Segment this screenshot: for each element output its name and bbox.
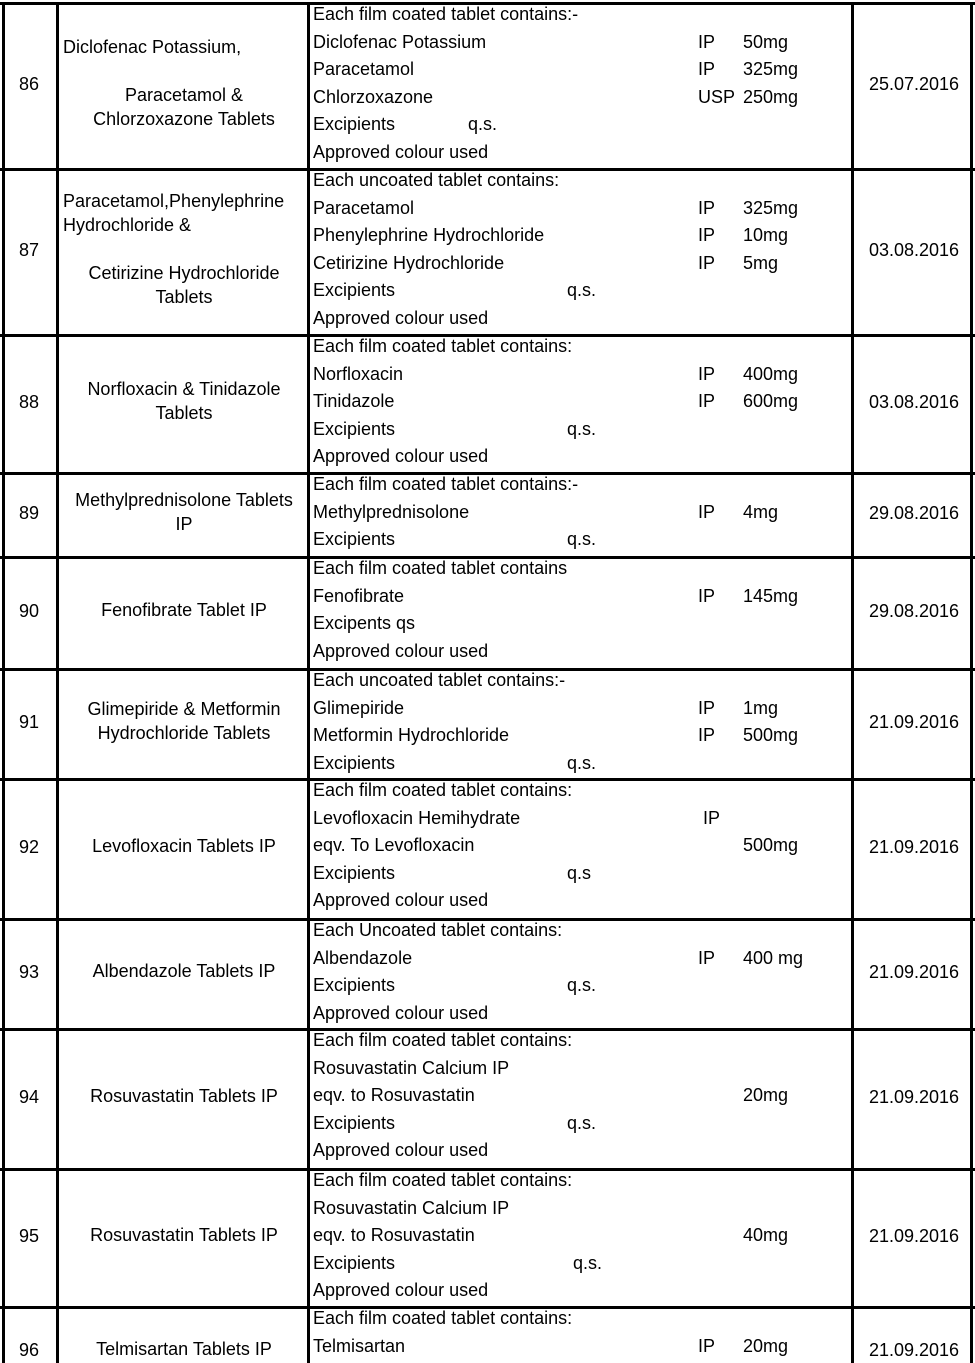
standard-label: IP xyxy=(698,197,716,218)
ingredient-name: Diclofenac Potassium xyxy=(313,31,487,52)
standard-label: IP xyxy=(698,225,716,245)
ingredient-name: Excipients xyxy=(313,1252,396,1273)
serial-number: 92 xyxy=(18,837,40,857)
approval-date: 21.09.2016 xyxy=(868,837,960,857)
ingredient-amount: 1mg xyxy=(743,697,779,718)
standard-label: IP xyxy=(698,585,716,606)
product-name xyxy=(60,35,308,131)
product-name-line: Norfloxacin & Tinidazole xyxy=(87,379,281,399)
ingredient-amount: 250mg xyxy=(743,86,799,107)
approval-date: 03.08.2016 xyxy=(868,240,960,260)
ingredient-name: Phenylephrine Hydrochloride xyxy=(313,225,545,245)
serial-number: 90 xyxy=(18,601,40,621)
ingredient-name: Norfloxacin xyxy=(313,363,404,384)
serial-number: 89 xyxy=(18,503,40,523)
serial-number: 94 xyxy=(18,1087,40,1107)
serial-number: 87 xyxy=(18,240,40,260)
ingredient-amount: 325mg xyxy=(743,59,799,79)
standard-label: IP xyxy=(698,31,716,52)
ingredient-name: Excipients xyxy=(313,418,396,439)
composition xyxy=(313,556,853,668)
approval-date: 21.09.2016 xyxy=(868,712,960,732)
ingredient-amount: 20mg xyxy=(743,1335,789,1356)
product-name-line: Rosuvastatin Tablets IP xyxy=(90,1225,278,1245)
product-name-line: IP xyxy=(175,514,193,534)
product-name xyxy=(60,189,308,309)
ingredient-name: Each uncoated tablet contains: xyxy=(313,170,560,190)
ingredient-name: Cetirizine Hydrochloride xyxy=(313,252,505,273)
product-name-line: Hydrochloride & xyxy=(63,215,192,235)
product-name-line: Tablets xyxy=(155,403,213,423)
product-name-line: Chlorzoxazone Tablets xyxy=(93,109,275,129)
ingredient-name: Levofloxacin Hemihydrate xyxy=(313,807,521,828)
ingredient-name: Methylprednisolone xyxy=(313,501,470,522)
product-name xyxy=(60,834,308,858)
ingredient-name: Metformin Hydrochloride xyxy=(313,725,510,745)
product-name-line xyxy=(60,237,308,261)
standard-label: IP xyxy=(698,363,716,384)
quantity-sufficient: q.s. xyxy=(567,975,597,995)
approval-date: 21.09.2016 xyxy=(868,962,960,982)
product-name-line: Fenofibrate Tablet IP xyxy=(101,600,267,620)
ingredient-amount: 500mg xyxy=(743,835,799,855)
ingredient-amount: 5mg xyxy=(743,252,779,273)
product-name xyxy=(60,488,308,536)
ingredient-name: Approved colour used xyxy=(313,1280,489,1300)
approval-date: 21.09.2016 xyxy=(868,1340,960,1360)
composition xyxy=(313,1306,853,1363)
ingredient-name: Excipients xyxy=(313,1112,396,1133)
product-name-line: Rosuvastatin Tablets IP xyxy=(90,1086,278,1106)
standard-label: IP xyxy=(703,807,721,828)
table-row xyxy=(0,1168,975,1306)
composition xyxy=(313,472,853,556)
standard-label: IP xyxy=(698,697,716,718)
product-name-line: Tablets xyxy=(155,287,213,307)
ingredient-name: Excipients xyxy=(313,114,396,134)
ingredient-amount: 50mg xyxy=(743,31,789,52)
product-name-line xyxy=(60,59,308,83)
composition xyxy=(313,2,853,168)
quantity-sufficient: q.s. xyxy=(567,529,597,549)
quantity-sufficient: q.s. xyxy=(573,1252,603,1273)
product-name xyxy=(60,1084,308,1108)
product-name xyxy=(60,697,308,745)
ingredient-name: Approved colour used xyxy=(313,141,489,162)
ingredient-amount: 325mg xyxy=(743,197,799,218)
ingredient-amount: 400 mg xyxy=(743,947,804,968)
serial-number: 86 xyxy=(18,74,40,94)
product-name-line: Cetirizine Hydrochloride xyxy=(88,263,280,283)
ingredient-name: Each film coated tablet contains:- xyxy=(313,4,579,24)
ingredient-name: Each film coated tablet contains: xyxy=(313,1308,573,1328)
ingredient-name: eqv. to Rosuvastatin xyxy=(313,1085,475,1105)
ingredient-amount: 10mg xyxy=(743,225,789,245)
ingredient-amount: 40mg xyxy=(743,1225,789,1245)
standard-label: IP xyxy=(698,947,716,968)
composition xyxy=(313,1168,853,1306)
ingredient-name: Chlorzoxazone xyxy=(313,86,434,107)
approval-date: 03.08.2016 xyxy=(868,392,960,412)
table-row xyxy=(0,1306,975,1363)
ingredient-name: Approved colour used xyxy=(313,1002,489,1023)
standard-label: IP xyxy=(698,59,716,79)
ingredient-name: Each film coated tablet contains:- xyxy=(313,474,579,494)
table-row xyxy=(0,472,975,556)
serial-number: 96 xyxy=(18,1340,40,1360)
product-name xyxy=(60,959,308,983)
composition xyxy=(313,918,853,1028)
standard-label: IP xyxy=(698,1335,716,1356)
composition xyxy=(313,668,853,778)
ingredient-amount: 145mg xyxy=(743,585,799,606)
ingredient-name: Albendazole xyxy=(313,947,413,968)
quantity-sufficient: q.s. xyxy=(567,752,597,773)
table-row xyxy=(0,668,975,778)
quantity-sufficient: q.s. xyxy=(567,1112,597,1133)
product-name-line: Telmisartan Tablets IP xyxy=(96,1339,272,1359)
table-row xyxy=(0,556,975,668)
ingredient-name: Each film coated tablet contains xyxy=(313,558,568,578)
quantity-sufficient: q.s. xyxy=(567,280,597,300)
product-name xyxy=(60,598,308,622)
ingredient-name: Fenofibrate xyxy=(313,585,405,606)
product-name-line: Hydrochloride Tablets xyxy=(97,723,271,743)
quantity-sufficient: q.s. xyxy=(567,418,597,439)
product-name-line: Levofloxacin Tablets IP xyxy=(92,836,276,856)
ingredient-name: Approved colour used xyxy=(313,640,489,661)
table-row xyxy=(0,334,975,472)
product-name-line: Albendazole Tablets IP xyxy=(92,961,276,981)
ingredient-name: Each film coated tablet contains: xyxy=(313,1170,573,1190)
ingredient-name: Approved colour used xyxy=(313,307,489,328)
table-row xyxy=(0,168,975,334)
ingredient-name: Tinidazole xyxy=(313,391,395,411)
table-row xyxy=(0,1028,975,1168)
composition xyxy=(313,778,853,918)
ingredient-amount: 4mg xyxy=(743,501,779,522)
composition xyxy=(313,168,853,334)
ingredient-name: Approved colour used xyxy=(313,1140,489,1160)
approval-date: 29.08.2016 xyxy=(868,503,960,523)
ingredient-name: Rosuvastatin Calcium IP xyxy=(313,1057,510,1078)
approval-date: 21.09.2016 xyxy=(868,1087,960,1107)
product-name-line: Methylprednisolone Tablets xyxy=(75,490,293,510)
ingredient-name: Each film coated tablet contains: xyxy=(313,1030,573,1050)
standard-label: IP xyxy=(698,391,716,411)
composition xyxy=(313,334,853,472)
ingredient-name: Paracetamol xyxy=(313,59,415,79)
ingredient-name: Excipients xyxy=(313,975,396,995)
serial-number: 95 xyxy=(18,1226,40,1246)
product-name xyxy=(60,1223,308,1247)
serial-number: 93 xyxy=(18,962,40,982)
ingredient-amount: 20mg xyxy=(743,1085,789,1105)
ingredient-name: Excipients xyxy=(313,280,396,300)
product-name-line: Paracetamol,Phenylephrine xyxy=(63,191,285,211)
ingredient-name: Each Uncoated tablet contains: xyxy=(313,920,563,940)
ingredient-name: Excipients xyxy=(313,862,396,883)
ingredient-name: Rosuvastatin Calcium IP xyxy=(313,1197,510,1218)
table-row xyxy=(0,2,975,168)
ingredient-name: Excipients xyxy=(313,752,396,773)
ingredient-name: Each film coated tablet contains: xyxy=(313,336,573,356)
quantity-sufficient: q.s xyxy=(567,862,592,883)
composition xyxy=(313,1028,853,1168)
approval-date: 21.09.2016 xyxy=(868,1226,960,1246)
ingredient-name: Excipients xyxy=(313,529,396,549)
standard-label: IP xyxy=(698,501,716,522)
ingredient-amount: 600mg xyxy=(743,391,799,411)
ingredient-name: Glimepiride xyxy=(313,697,405,718)
approval-date: 25.07.2016 xyxy=(868,74,960,94)
quantity-sufficient: q.s. xyxy=(468,114,498,134)
ingredient-name: Approved colour used xyxy=(313,446,489,466)
standard-label: IP xyxy=(698,725,716,745)
ingredient-name: Excipents qs xyxy=(313,613,416,633)
ingredient-name: Each uncoated tablet contains:- xyxy=(313,670,566,690)
ingredient-name: eqv. to Rosuvastatin xyxy=(313,1225,475,1245)
ingredient-name: Approved colour used xyxy=(313,890,489,910)
ingredient-amount: 500mg xyxy=(743,725,799,745)
serial-number: 88 xyxy=(18,392,40,412)
product-name xyxy=(60,377,308,425)
ingredient-name: eqv. To Levofloxacin xyxy=(313,835,475,855)
product-name-line: Paracetamol & xyxy=(124,85,244,105)
serial-number: 91 xyxy=(18,712,40,732)
standard-label: IP xyxy=(698,252,716,273)
product-name-line: Glimepiride & Metformin xyxy=(87,699,281,719)
standard-label: USP xyxy=(698,86,736,107)
ingredient-name: Paracetamol xyxy=(313,197,415,218)
ingredient-amount: 400mg xyxy=(743,363,799,384)
product-name xyxy=(60,1337,308,1361)
product-name-line: Diclofenac Potassium, xyxy=(63,37,242,57)
ingredient-name: Each film coated tablet contains: xyxy=(313,780,573,800)
approval-date: 29.08.2016 xyxy=(868,601,960,621)
table-row xyxy=(0,778,975,918)
ingredient-name: Telmisartan xyxy=(313,1335,406,1356)
table-row xyxy=(0,918,975,1028)
